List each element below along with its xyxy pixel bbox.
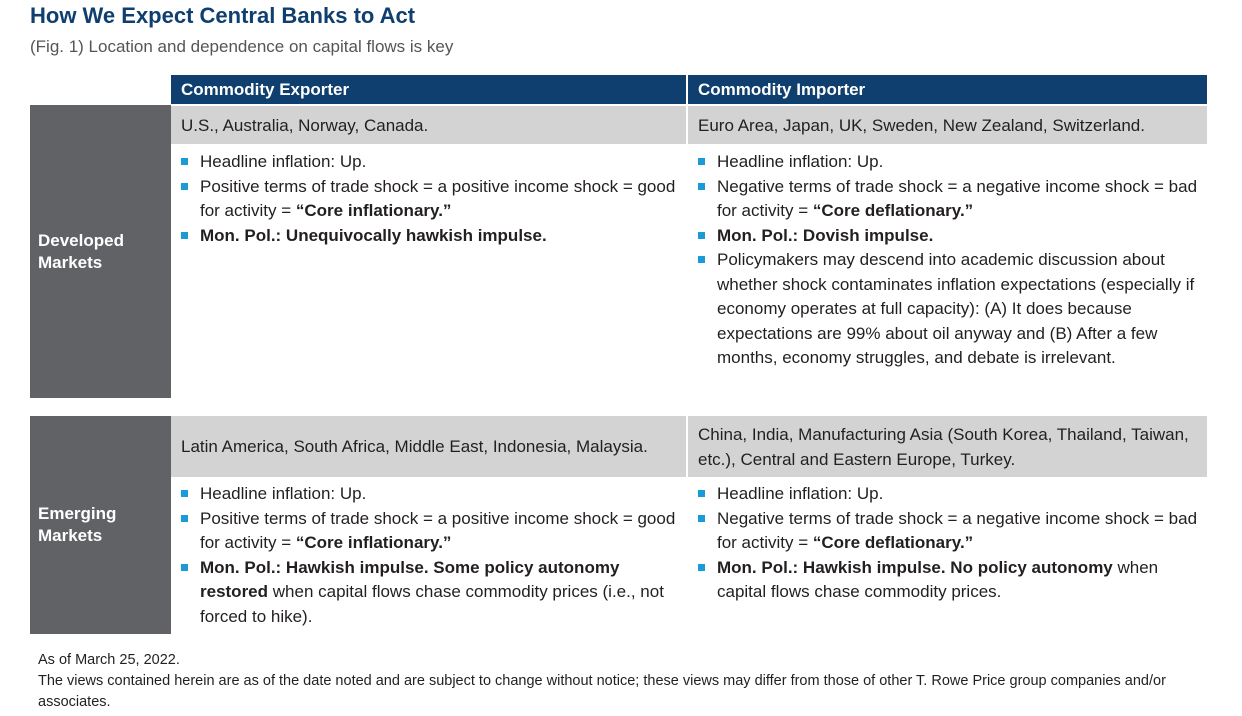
bullet-emphasis: “Core deflationary.” (812, 201, 974, 220)
column-header-exporter: Commodity Exporter (171, 75, 686, 104)
regions-emerging-exporter: Latin America, South Africa, Middle East, Indonesia, Malaysia. (171, 416, 686, 477)
bullet-text: Headline inflation: Up. (717, 484, 884, 503)
list-item (698, 224, 1203, 249)
bullet-text: Headline inflation: Up. (717, 152, 884, 171)
list-item (698, 556, 1203, 605)
bullet-text: Headline inflation: Up. (200, 484, 367, 503)
bullet-emphasis: “Core inflationary.” (295, 533, 452, 552)
row-label-line: Markets (38, 252, 103, 272)
square-bullet-icon (698, 564, 705, 571)
bullet-text: Positive terms of trade shock = a positive income shock = good for activity = (200, 176, 676, 220)
list-item (698, 482, 1203, 507)
regions-emerging-importer: China, India, Manufacturing Asia (South Korea, Thailand, Taiwan, etc.), Central and Eastern Europe, Turkey. (688, 416, 1207, 477)
square-bullet-icon (698, 232, 705, 239)
square-bullet-icon (181, 490, 188, 497)
square-bullet-icon (698, 183, 705, 190)
page-title: How We Expect Central Banks to Act (30, 3, 416, 28)
list-item (181, 175, 681, 224)
bullets-developed-exporter (181, 150, 681, 248)
list-item (698, 248, 1203, 371)
bullet-text: Headline inflation: Up. (200, 152, 367, 171)
row-label-line: Markets (38, 526, 103, 545)
square-bullet-icon (698, 256, 705, 263)
square-bullet-icon (181, 564, 188, 571)
list-item (698, 150, 1203, 175)
row-label-emerging (30, 416, 171, 634)
bullet-emphasis: Mon. Pol.: Dovish impulse. (717, 225, 934, 245)
square-bullet-icon (698, 490, 705, 497)
list-item (181, 482, 681, 507)
regions-developed-exporter: U.S., Australia, Norway, Canada. (171, 106, 686, 144)
bullet-emphasis: “Core inflationary.” (295, 201, 452, 220)
square-bullet-icon (181, 158, 188, 165)
bullets-developed-importer (698, 150, 1203, 371)
bullet-text: when capital flows chase commodity prices (i.e., not forced to hike). (200, 582, 664, 626)
bullets-emerging-exporter (181, 482, 681, 629)
bullet-text: Negative terms of trade shock = a negative income shock = bad for activity = (717, 508, 1198, 552)
row-label-line: Developed (38, 230, 124, 250)
list-item (181, 224, 681, 249)
row-label-line: Emerging (38, 504, 117, 523)
regions-developed-importer: Euro Area, Japan, UK, Sweden, New Zealand, Switzerland. (688, 106, 1207, 144)
square-bullet-icon (181, 515, 188, 522)
bullet-text: Negative terms of trade shock = a negative income shock = bad for activity = (717, 176, 1198, 220)
bullet-text: when capital flows chase commodity prices. (717, 557, 1159, 601)
list-item (698, 507, 1203, 556)
square-bullet-icon (181, 183, 188, 190)
figure-subtitle: (Fig. 1) Location and dependence on capital flows is key (30, 37, 454, 56)
column-header-importer: Commodity Importer (688, 75, 1207, 104)
list-item (698, 175, 1203, 224)
square-bullet-icon (181, 232, 188, 239)
bullet-text: Policymakers may descend into academic discussion about whether shock contaminates inflation expectations (especially if economy operates at full capacity): (A) It does because expectations are 99% about oil anyway and (B) After a few months, economy struggles, and debate is irrelevant. (717, 250, 1195, 367)
list-item (181, 150, 681, 175)
bullet-emphasis: Mon. Pol.: Hawkish impulse. Some policy autonomy restored (200, 557, 620, 601)
square-bullet-icon (698, 515, 705, 522)
disclaimer: The views contained herein are as of the date noted and are subject to change without notice; these views may differ from those of other T. Rowe Price group companies and/or associates. (38, 673, 1166, 710)
bullet-emphasis: Mon. Pol.: Unequivocally hawkish impulse. (200, 225, 547, 245)
date-note: As of March 25, 2022. (38, 652, 180, 668)
bullet-emphasis: Mon. Pol.: Hawkish impulse. No policy autonomy (717, 557, 1113, 577)
bullet-text: Positive terms of trade shock = a positive income shock = good for activity = (200, 508, 676, 552)
bullets-emerging-importer (698, 482, 1203, 605)
bullet-emphasis: “Core deflationary.” (812, 533, 974, 552)
list-item (181, 507, 681, 556)
square-bullet-icon (698, 158, 705, 165)
row-label-developed (30, 105, 171, 398)
list-item (181, 556, 681, 630)
